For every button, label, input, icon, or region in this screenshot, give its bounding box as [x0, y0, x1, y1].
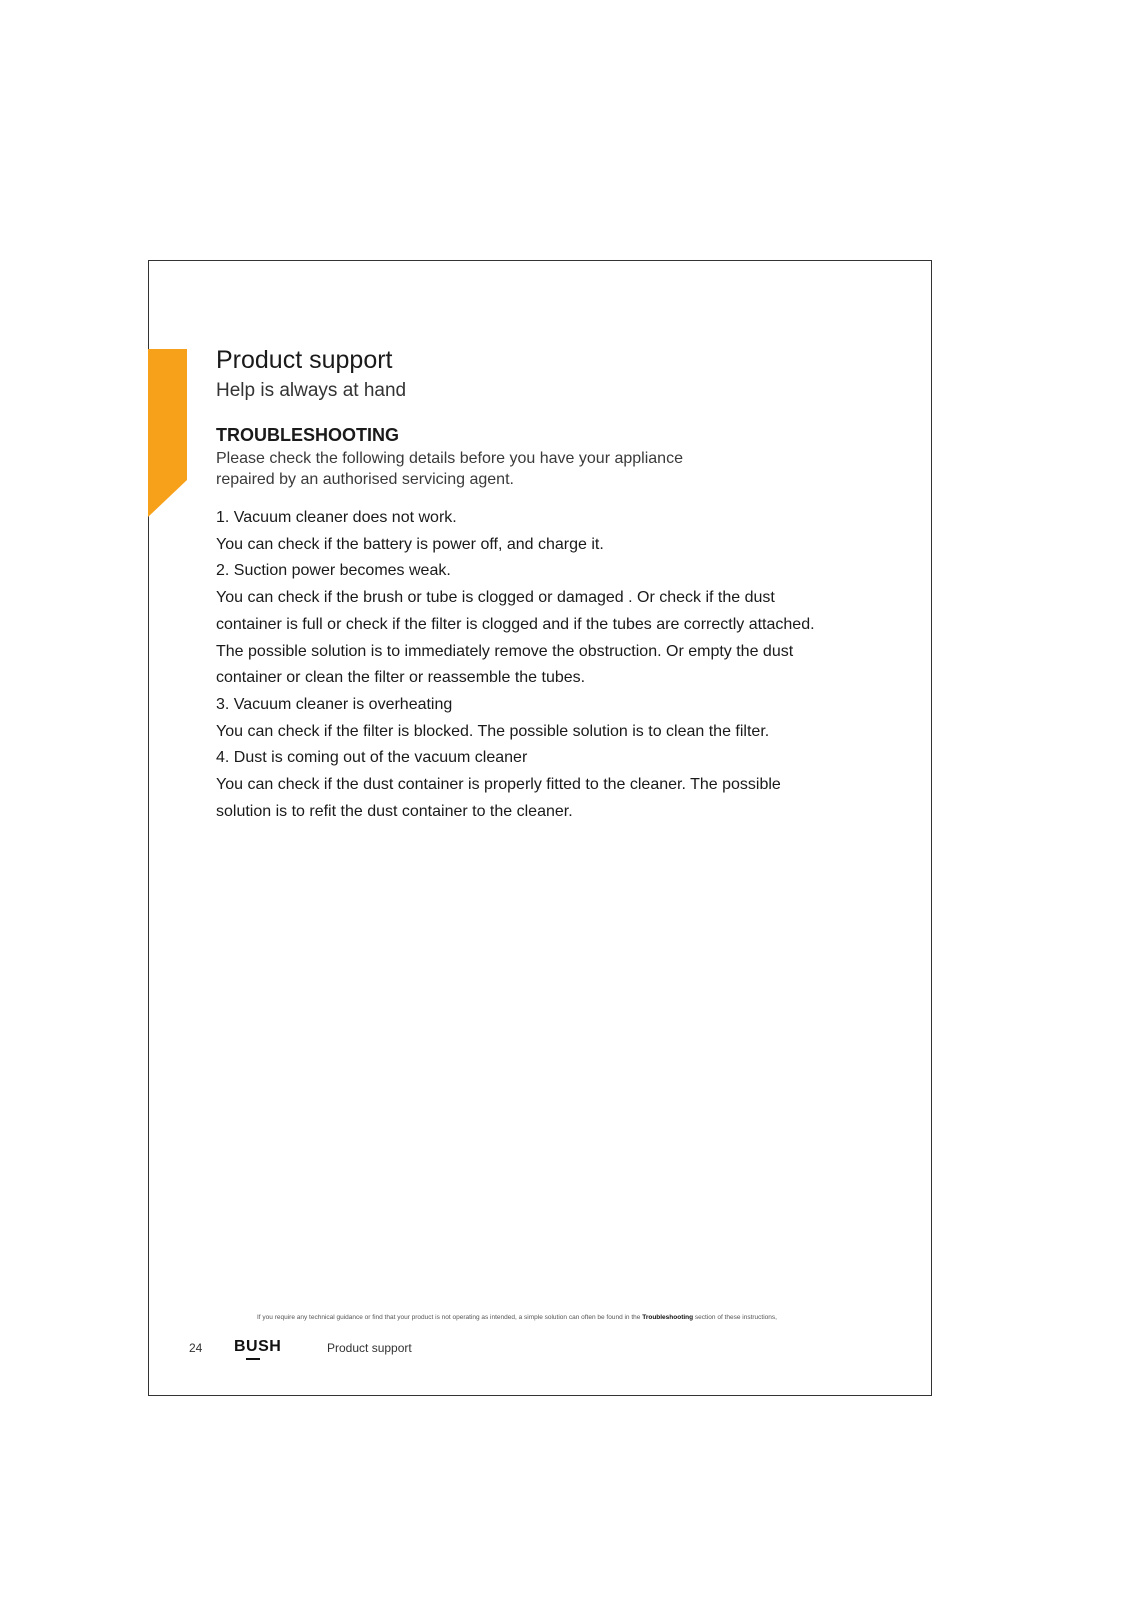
footer-note	[257, 1313, 777, 1322]
main-content	[216, 343, 826, 825]
footer-note-prefix: If you require any technical guidance or find that your product is not operating as intended, a simple solution can often be found in the	[257, 1314, 643, 1321]
solution-item: You can check if the dust container is properly fitted to the cleaner. The possible solution is to refit the dust container to the cleaner.	[216, 776, 781, 820]
footer-section-label: Product support	[327, 1341, 412, 1355]
brand-logo-underline	[246, 1358, 260, 1360]
problem-item: 4. Dust is coming out of the vacuum cleaner	[216, 749, 528, 767]
troubleshooting-heading: TROUBLESHOOTING	[216, 425, 399, 445]
page-title: Product support	[216, 346, 393, 374]
brand-logo: BUSH	[234, 1338, 282, 1355]
footer-note-link-text: Troubleshooting	[642, 1314, 694, 1321]
problem-item: 1. Vacuum cleaner does not work.	[216, 509, 457, 526]
page-subtitle: Help is always at hand	[216, 380, 407, 401]
accent-tab	[148, 349, 187, 517]
troubleshooting-list	[216, 505, 826, 825]
solution-item: You can check if the battery is power off, and charge it.	[216, 535, 604, 553]
page-number: 24	[189, 1341, 203, 1355]
footer-note-suffix: section of these instructions,	[693, 1314, 777, 1321]
solution-item: You can check if the brush or tube is clogged or damaged . Or check if the dust container is full or check if the filter is clogged and if the tubes are correctly attached. The possible solution is to immediately remove the obstruction. Or empty the dust container or clean the filter or reassemble the tubes.	[216, 589, 815, 687]
problem-item: 2. Suction power becomes weak.	[216, 562, 451, 580]
problem-item: 3. Vacuum cleaner is overheating	[216, 695, 453, 713]
accent-tab-shape	[148, 349, 187, 517]
troubleshooting-intro: Please check the following details before you have your appliance repaired by an authorised servicing agent.	[216, 450, 683, 488]
solution-item: You can check if the filter is blocked. The possible solution is to clean the filter.	[216, 722, 770, 740]
